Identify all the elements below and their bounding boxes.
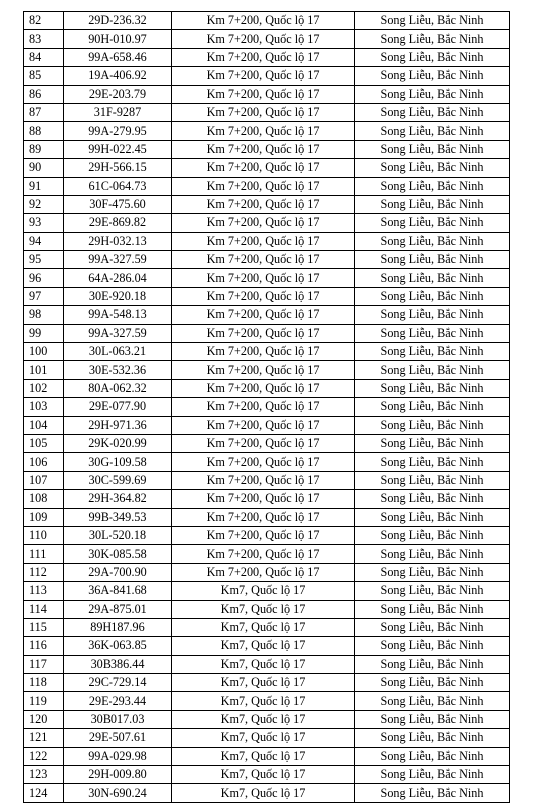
row-number-cell: 120 — [24, 710, 64, 728]
location-cell: Km 7+200, Quốc lộ 17 — [172, 103, 355, 121]
row-number-cell: 105 — [24, 434, 64, 452]
table-body — [24, 12, 510, 803]
table-row — [24, 526, 510, 544]
commune-cell: Song Liễu, Bắc Ninh — [355, 287, 510, 305]
license-plate-cell: 29H-009.80 — [64, 766, 172, 784]
row-number-cell: 110 — [24, 526, 64, 544]
row-number-cell: 96 — [24, 269, 64, 287]
commune-cell: Song Liễu, Bắc Ninh — [355, 637, 510, 655]
license-plate-cell: 89H187.96 — [64, 618, 172, 636]
license-plate-cell: 30K-085.58 — [64, 545, 172, 563]
table-row — [24, 361, 510, 379]
commune-cell: Song Liễu, Bắc Ninh — [355, 214, 510, 232]
table-row — [24, 434, 510, 452]
license-plate-cell: 29E-077.90 — [64, 398, 172, 416]
table-row — [24, 637, 510, 655]
location-cell: Km7, Quốc lộ 17 — [172, 729, 355, 747]
table-row — [24, 306, 510, 324]
license-plate-cell: 30E-532.36 — [64, 361, 172, 379]
row-number-cell: 124 — [24, 784, 64, 802]
commune-cell: Song Liễu, Bắc Ninh — [355, 103, 510, 121]
license-plate-cell: 29E-293.44 — [64, 692, 172, 710]
row-number-cell: 102 — [24, 379, 64, 397]
license-plate-cell: 30G-109.58 — [64, 453, 172, 471]
table-row — [24, 177, 510, 195]
commune-cell: Song Liễu, Bắc Ninh — [355, 85, 510, 103]
location-cell: Km 7+200, Quốc lộ 17 — [172, 214, 355, 232]
table-row — [24, 48, 510, 66]
row-number-cell: 123 — [24, 766, 64, 784]
commune-cell: Song Liễu, Bắc Ninh — [355, 655, 510, 673]
row-number-cell: 121 — [24, 729, 64, 747]
row-number-cell: 101 — [24, 361, 64, 379]
location-cell: Km7, Quốc lộ 17 — [172, 710, 355, 728]
row-number-cell: 122 — [24, 747, 64, 765]
commune-cell: Song Liễu, Bắc Ninh — [355, 361, 510, 379]
table-row — [24, 710, 510, 728]
commune-cell: Song Liễu, Bắc Ninh — [355, 508, 510, 526]
location-cell: Km7, Quốc lộ 17 — [172, 674, 355, 692]
location-cell: Km 7+200, Quốc lộ 17 — [172, 453, 355, 471]
license-plate-cell: 31F-9287 — [64, 103, 172, 121]
commune-cell: Song Liễu, Bắc Ninh — [355, 232, 510, 250]
table-row — [24, 30, 510, 48]
table-row — [24, 545, 510, 563]
location-cell: Km7, Quốc lộ 17 — [172, 655, 355, 673]
license-plate-cell: 29H-971.36 — [64, 416, 172, 434]
commune-cell: Song Liễu, Bắc Ninh — [355, 343, 510, 361]
location-cell: Km 7+200, Quốc lộ 17 — [172, 195, 355, 213]
location-cell: Km 7+200, Quốc lộ 17 — [172, 306, 355, 324]
row-number-cell: 107 — [24, 471, 64, 489]
row-number-cell: 93 — [24, 214, 64, 232]
commune-cell: Song Liễu, Bắc Ninh — [355, 453, 510, 471]
row-number-cell: 115 — [24, 618, 64, 636]
commune-cell: Song Liễu, Bắc Ninh — [355, 159, 510, 177]
location-cell: Km 7+200, Quốc lộ 17 — [172, 67, 355, 85]
table-row — [24, 343, 510, 361]
commune-cell: Song Liễu, Bắc Ninh — [355, 195, 510, 213]
commune-cell: Song Liễu, Bắc Ninh — [355, 12, 510, 30]
table-row — [24, 159, 510, 177]
location-cell: Km 7+200, Quốc lộ 17 — [172, 287, 355, 305]
table-row — [24, 784, 510, 802]
commune-cell: Song Liễu, Bắc Ninh — [355, 434, 510, 452]
commune-cell: Song Liễu, Bắc Ninh — [355, 140, 510, 158]
table-row — [24, 582, 510, 600]
license-plate-cell: 30N-690.24 — [64, 784, 172, 802]
license-plate-cell: 99A-327.59 — [64, 324, 172, 342]
license-plate-cell: 29H-364.82 — [64, 490, 172, 508]
location-cell: Km7, Quốc lộ 17 — [172, 747, 355, 765]
table-row — [24, 618, 510, 636]
location-cell: Km 7+200, Quốc lộ 17 — [172, 85, 355, 103]
location-cell: Km 7+200, Quốc lộ 17 — [172, 140, 355, 158]
row-number-cell: 113 — [24, 582, 64, 600]
commune-cell: Song Liễu, Bắc Ninh — [355, 251, 510, 269]
license-plate-cell: 29K-020.99 — [64, 434, 172, 452]
commune-cell: Song Liễu, Bắc Ninh — [355, 471, 510, 489]
commune-cell: Song Liễu, Bắc Ninh — [355, 379, 510, 397]
row-number-cell: 83 — [24, 30, 64, 48]
row-number-cell: 84 — [24, 48, 64, 66]
location-cell: Km 7+200, Quốc lộ 17 — [172, 379, 355, 397]
row-number-cell: 111 — [24, 545, 64, 563]
row-number-cell: 114 — [24, 600, 64, 618]
row-number-cell: 117 — [24, 655, 64, 673]
license-plate-cell: 99A-658.46 — [64, 48, 172, 66]
row-number-cell: 118 — [24, 674, 64, 692]
location-cell: Km7, Quốc lộ 17 — [172, 766, 355, 784]
commune-cell: Song Liễu, Bắc Ninh — [355, 526, 510, 544]
table-row — [24, 195, 510, 213]
location-cell: Km7, Quốc lộ 17 — [172, 692, 355, 710]
commune-cell: Song Liễu, Bắc Ninh — [355, 324, 510, 342]
license-plate-cell: 29E-507.61 — [64, 729, 172, 747]
license-plate-cell: 99H-022.45 — [64, 140, 172, 158]
location-cell: Km 7+200, Quốc lộ 17 — [172, 232, 355, 250]
commune-cell: Song Liễu, Bắc Ninh — [355, 398, 510, 416]
table-row — [24, 67, 510, 85]
commune-cell: Song Liễu, Bắc Ninh — [355, 692, 510, 710]
license-plate-cell: 36A-841.68 — [64, 582, 172, 600]
license-plate-cell: 19A-406.92 — [64, 67, 172, 85]
license-plate-cell: 30L-063.21 — [64, 343, 172, 361]
location-cell: Km 7+200, Quốc lộ 17 — [172, 545, 355, 563]
commune-cell: Song Liễu, Bắc Ninh — [355, 306, 510, 324]
table-row — [24, 379, 510, 397]
license-plate-cell: 29H-032.13 — [64, 232, 172, 250]
row-number-cell: 109 — [24, 508, 64, 526]
row-number-cell: 85 — [24, 67, 64, 85]
table-row — [24, 453, 510, 471]
license-plate-cell: 99A-548.13 — [64, 306, 172, 324]
license-plate-cell: 30F-475.60 — [64, 195, 172, 213]
location-cell: Km7, Quốc lộ 17 — [172, 637, 355, 655]
table-row — [24, 490, 510, 508]
location-cell: Km7, Quốc lộ 17 — [172, 784, 355, 802]
commune-cell: Song Liễu, Bắc Ninh — [355, 600, 510, 618]
license-plate-cell: 29A-875.01 — [64, 600, 172, 618]
location-cell: Km7, Quốc lộ 17 — [172, 600, 355, 618]
location-cell: Km 7+200, Quốc lộ 17 — [172, 324, 355, 342]
location-cell: Km 7+200, Quốc lộ 17 — [172, 251, 355, 269]
location-cell: Km 7+200, Quốc lộ 17 — [172, 30, 355, 48]
table-row — [24, 766, 510, 784]
license-plate-cell: 29H-566.15 — [64, 159, 172, 177]
commune-cell: Song Liễu, Bắc Ninh — [355, 747, 510, 765]
table-row — [24, 269, 510, 287]
location-cell: Km 7+200, Quốc lộ 17 — [172, 471, 355, 489]
location-cell: Km 7+200, Quốc lộ 17 — [172, 508, 355, 526]
location-cell: Km7, Quốc lộ 17 — [172, 582, 355, 600]
table-row — [24, 85, 510, 103]
location-cell: Km 7+200, Quốc lộ 17 — [172, 12, 355, 30]
license-plate-cell: 99A-029.98 — [64, 747, 172, 765]
commune-cell: Song Liễu, Bắc Ninh — [355, 122, 510, 140]
commune-cell: Song Liễu, Bắc Ninh — [355, 710, 510, 728]
location-cell: Km 7+200, Quốc lộ 17 — [172, 343, 355, 361]
license-plate-cell: 64A-286.04 — [64, 269, 172, 287]
row-number-cell: 90 — [24, 159, 64, 177]
license-plate-cell: 29A-700.90 — [64, 563, 172, 581]
license-plate-cell: 30C-599.69 — [64, 471, 172, 489]
row-number-cell: 99 — [24, 324, 64, 342]
table-row — [24, 12, 510, 30]
commune-cell: Song Liễu, Bắc Ninh — [355, 177, 510, 195]
location-cell: Km 7+200, Quốc lộ 17 — [172, 177, 355, 195]
table-row — [24, 214, 510, 232]
commune-cell: Song Liễu, Bắc Ninh — [355, 618, 510, 636]
table-row — [24, 655, 510, 673]
table-row — [24, 692, 510, 710]
row-number-cell: 112 — [24, 563, 64, 581]
table-row — [24, 140, 510, 158]
location-cell: Km 7+200, Quốc lộ 17 — [172, 490, 355, 508]
row-number-cell: 104 — [24, 416, 64, 434]
row-number-cell: 91 — [24, 177, 64, 195]
commune-cell: Song Liễu, Bắc Ninh — [355, 563, 510, 581]
commune-cell: Song Liễu, Bắc Ninh — [355, 582, 510, 600]
table-row — [24, 324, 510, 342]
commune-cell: Song Liễu, Bắc Ninh — [355, 729, 510, 747]
license-plate-cell: 29D-236.32 — [64, 12, 172, 30]
table-row — [24, 508, 510, 526]
row-number-cell: 116 — [24, 637, 64, 655]
row-number-cell: 89 — [24, 140, 64, 158]
commune-cell: Song Liễu, Bắc Ninh — [355, 269, 510, 287]
commune-cell: Song Liễu, Bắc Ninh — [355, 674, 510, 692]
license-plate-cell: 99A-327.59 — [64, 251, 172, 269]
location-cell: Km 7+200, Quốc lộ 17 — [172, 526, 355, 544]
license-plate-cell: 30B017.03 — [64, 710, 172, 728]
row-number-cell: 95 — [24, 251, 64, 269]
license-plate-cell: 29C-729.14 — [64, 674, 172, 692]
row-number-cell: 94 — [24, 232, 64, 250]
license-plate-cell: 99B-349.53 — [64, 508, 172, 526]
table-row — [24, 103, 510, 121]
table-row — [24, 674, 510, 692]
license-plate-cell: 30E-920.18 — [64, 287, 172, 305]
row-number-cell: 88 — [24, 122, 64, 140]
row-number-cell: 97 — [24, 287, 64, 305]
location-cell: Km7, Quốc lộ 17 — [172, 618, 355, 636]
commune-cell: Song Liễu, Bắc Ninh — [355, 545, 510, 563]
commune-cell: Song Liễu, Bắc Ninh — [355, 416, 510, 434]
row-number-cell: 100 — [24, 343, 64, 361]
table-row — [24, 251, 510, 269]
location-cell: Km 7+200, Quốc lộ 17 — [172, 122, 355, 140]
license-plate-cell: 30L-520.18 — [64, 526, 172, 544]
license-plate-cell: 36K-063.85 — [64, 637, 172, 655]
commune-cell: Song Liễu, Bắc Ninh — [355, 490, 510, 508]
license-plate-cell: 80A-062.32 — [64, 379, 172, 397]
commune-cell: Song Liễu, Bắc Ninh — [355, 30, 510, 48]
location-cell: Km 7+200, Quốc lộ 17 — [172, 159, 355, 177]
table-row — [24, 747, 510, 765]
table-row — [24, 600, 510, 618]
license-plate-cell: 61C-064.73 — [64, 177, 172, 195]
row-number-cell: 108 — [24, 490, 64, 508]
row-number-cell: 98 — [24, 306, 64, 324]
location-cell: Km 7+200, Quốc lộ 17 — [172, 434, 355, 452]
table-row — [24, 398, 510, 416]
row-number-cell: 92 — [24, 195, 64, 213]
table-row — [24, 122, 510, 140]
row-number-cell: 87 — [24, 103, 64, 121]
table-row — [24, 287, 510, 305]
license-plate-cell: 30B386.44 — [64, 655, 172, 673]
commune-cell: Song Liễu, Bắc Ninh — [355, 48, 510, 66]
commune-cell: Song Liễu, Bắc Ninh — [355, 784, 510, 802]
row-number-cell: 86 — [24, 85, 64, 103]
license-plate-cell: 29E-203.79 — [64, 85, 172, 103]
violation-table — [23, 11, 510, 803]
table-row — [24, 416, 510, 434]
table-row — [24, 729, 510, 747]
license-plate-cell: 90H-010.97 — [64, 30, 172, 48]
location-cell: Km 7+200, Quốc lộ 17 — [172, 563, 355, 581]
row-number-cell: 82 — [24, 12, 64, 30]
row-number-cell: 119 — [24, 692, 64, 710]
license-plate-cell: 29E-869.82 — [64, 214, 172, 232]
table-row — [24, 471, 510, 489]
license-plate-cell: 99A-279.95 — [64, 122, 172, 140]
location-cell: Km 7+200, Quốc lộ 17 — [172, 269, 355, 287]
location-cell: Km 7+200, Quốc lộ 17 — [172, 398, 355, 416]
commune-cell: Song Liễu, Bắc Ninh — [355, 67, 510, 85]
location-cell: Km 7+200, Quốc lộ 17 — [172, 361, 355, 379]
commune-cell: Song Liễu, Bắc Ninh — [355, 766, 510, 784]
location-cell: Km 7+200, Quốc lộ 17 — [172, 416, 355, 434]
table-row — [24, 563, 510, 581]
location-cell: Km 7+200, Quốc lộ 17 — [172, 48, 355, 66]
row-number-cell: 106 — [24, 453, 64, 471]
table-row — [24, 232, 510, 250]
row-number-cell: 103 — [24, 398, 64, 416]
